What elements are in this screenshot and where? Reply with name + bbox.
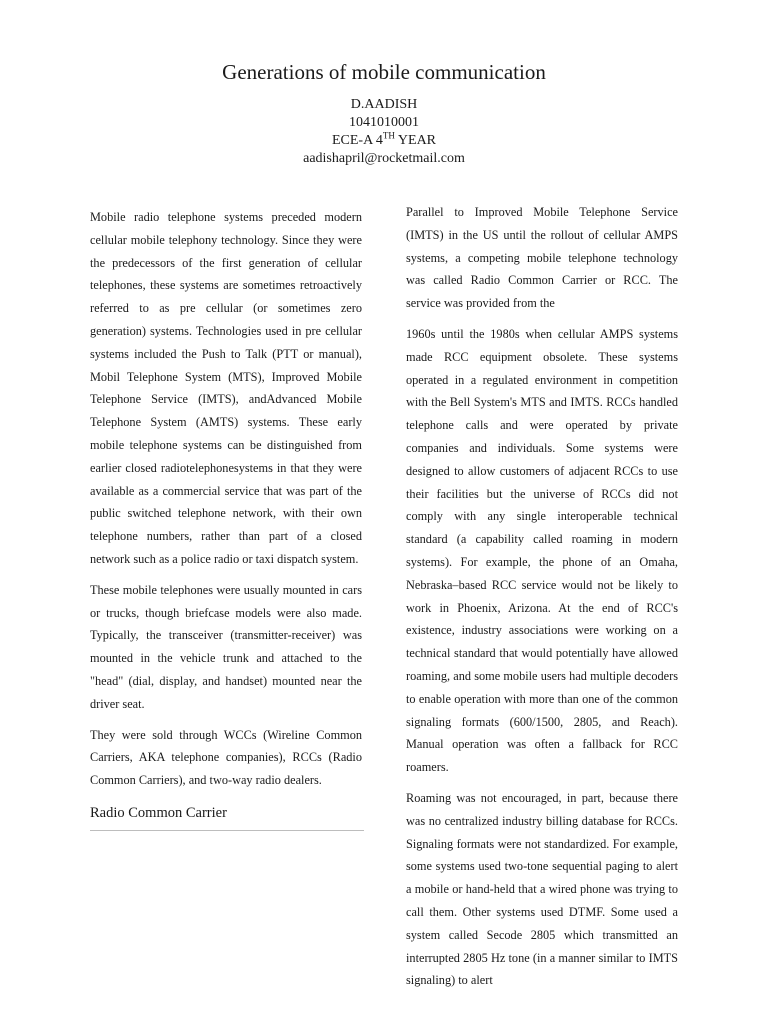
author-name: D.AADISH	[350, 97, 418, 112]
author-class-sup: TH	[382, 130, 395, 141]
left-column	[90, 206, 362, 831]
author-block	[0, 96, 768, 168]
right-paragraph-1: Parallel to Improved Mobile Telephone Service (IMTS) in the US until the rollout of cellular AMPS systems, a competing mobile telephone technology was called Radio Common Carrier or RCC. The service was provided from the	[406, 205, 678, 311]
author-class-prefix: ECE-A 4	[331, 133, 383, 148]
author-id: 1041010001	[349, 115, 419, 130]
section-heading-radio-common-carrier: Radio Common Carrier	[90, 804, 227, 821]
paper-title: Generations of mobile communication	[222, 60, 546, 84]
right-column	[406, 201, 678, 1000]
left-paragraph-1: Mobile radio telephone systems preceded modern cellular mobile telephony technology. Since they were the predecessors of the first generation of cellular telephones, these systems are sometimes retroactively referred to as pre cellular (or sometimes zero generation) systems. Technologies used in pre cellular systems included the Push to Talk (PTT or manual), Mobil Telephone System (MTS), Improved Mobile Telephone Service (IMTS), andAdvanced Mobile Telephone System (AMTS) systems. These early mobile telephone systems can be distinguished from earlier closed radiotelephonesystems in that they were available as a commercial service that was part of the public switched telephone network, with their own telephone numbers, rather than part of a closed network such as a police radio or taxi dispatch system.	[90, 210, 362, 566]
author-class-suffix: YEAR	[394, 133, 437, 148]
section-divider	[90, 830, 364, 831]
right-paragraph-3: Roaming was not encouraged, in part, because there was no centralized industry billing database for RCCs. Signaling formats were not standardized. For example, some systems used two-tone sequential paging to alert a mobile or hand-held that a wired phone was trying to call them. Other systems used DTMF. Some used a system called Secode 2805 which transmitted an interrupted 2805 Hz tone (in a manner similar to IMTS signaling) to alert	[406, 790, 678, 988]
right-paragraph-2: 1960s until the 1980s when cellular AMPS systems made RCC equipment obsolete. These systems operated in a regulated environment in competition with the Bell System's MTS and IMTS. RCCs handled telephone calls and were operated by private companies and individuals. Some systems were designed to allow customers of adjacent RCCs to use their facilities but the universe of RCCs did not comply with any single interoperable technical standard (a capability called roaming in modern systems). For example, the phone of an Omaha, Nebraska–based RCC service would not be likely to work in Phoenix, Arizona. At the end of RCC's existence, industry associations were working on a technical standard that would potentially have allowed roaming, and some mobile users had multiple decoders to enable operation with more than one of the common signaling formats (600/1500, 2805, and Reach). Manual operation was often a fallback for RCC roamers.	[406, 326, 678, 775]
author-email: aadishapril@rocketmail.com	[303, 151, 465, 166]
left-paragraph-2: These mobile telephones were usually mounted in cars or trucks, though briefcase models were also made. Typically, the transceiver (transmitter-receiver) was mounted in the vehicle trunk and attached to the "head" (dial, display, and handset) mounted near the driver seat.	[90, 582, 362, 711]
left-paragraph-3: They were sold through WCCs (Wireline Common Carriers, AKA telephone companies), RCCs (Radio Common Carriers), and two-way radio dealers.	[90, 727, 362, 788]
author-class	[0, 132, 768, 150]
